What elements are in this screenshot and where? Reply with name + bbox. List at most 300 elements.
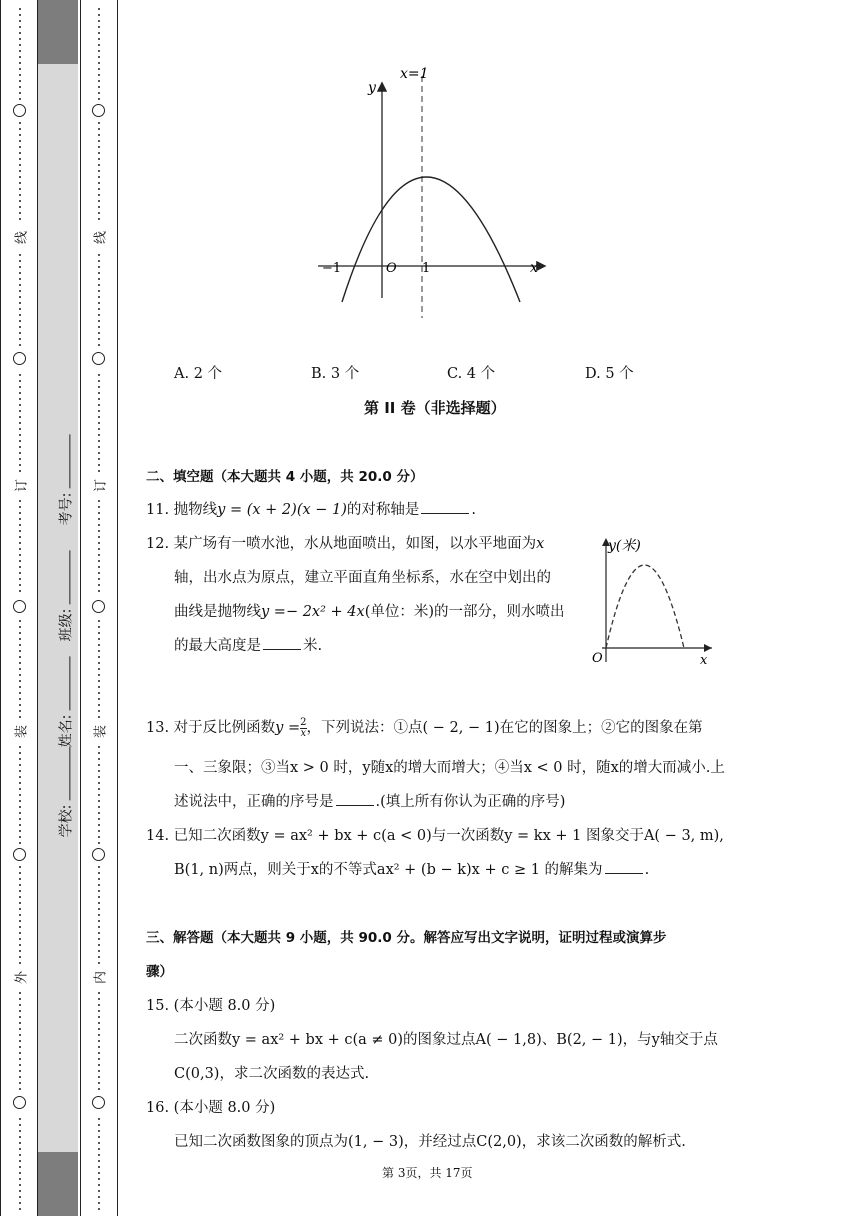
dot	[98, 272, 100, 274]
outer-char-outside: 外	[11, 968, 30, 988]
dot	[19, 410, 21, 412]
dot	[19, 1088, 21, 1090]
dot	[19, 1196, 21, 1198]
inner-dotted-line	[81, 0, 117, 1216]
dot	[98, 458, 100, 460]
dot	[98, 1088, 100, 1090]
dot	[19, 914, 21, 916]
binding-hole-circle	[92, 600, 105, 613]
dot	[98, 152, 100, 154]
question-11: 11. 抛物线y = (x + 2)(x − 1)的对称轴是 .	[146, 502, 477, 518]
dot	[19, 1160, 21, 1162]
dot	[19, 86, 21, 88]
dot	[19, 32, 21, 34]
dot	[19, 818, 21, 820]
dot	[19, 392, 21, 394]
dot	[19, 1178, 21, 1180]
dot	[19, 698, 21, 700]
dot	[19, 254, 21, 256]
dot	[98, 578, 100, 580]
dot	[19, 752, 21, 754]
dot	[98, 1166, 100, 1168]
dot	[98, 452, 100, 454]
dot	[19, 260, 21, 262]
dot	[98, 692, 100, 694]
outer-char-line: 线	[11, 228, 30, 248]
dot	[19, 674, 21, 676]
dot	[98, 620, 100, 622]
dot	[98, 908, 100, 910]
dot	[98, 182, 100, 184]
dot	[98, 698, 100, 700]
dot	[98, 410, 100, 412]
dot	[98, 296, 100, 298]
dot	[19, 836, 21, 838]
dot	[19, 68, 21, 70]
dot	[98, 164, 100, 166]
dot	[19, 332, 21, 334]
dot	[19, 680, 21, 682]
school-field: 学校:	[55, 747, 75, 838]
dot	[98, 758, 100, 760]
dot	[98, 1118, 100, 1120]
dot	[98, 782, 100, 784]
dot	[19, 470, 21, 472]
dot	[19, 710, 21, 712]
parabola-graph	[300, 62, 560, 324]
question-14-line2: B(1, n)两点，则关于x的不等式ax² + (b − k)x + c ≥ 1 的解集为 .	[174, 862, 650, 878]
dot	[19, 62, 21, 64]
dot	[19, 284, 21, 286]
dot	[19, 218, 21, 220]
dot	[19, 1118, 21, 1120]
dot	[98, 1178, 100, 1180]
dot	[98, 668, 100, 670]
dot	[98, 344, 100, 346]
dot	[19, 74, 21, 76]
dot	[19, 512, 21, 514]
dot	[19, 686, 21, 688]
dot	[98, 866, 100, 868]
dot	[98, 716, 100, 718]
dot	[98, 122, 100, 124]
dot	[19, 638, 21, 640]
dot	[19, 878, 21, 880]
dot	[98, 674, 100, 676]
question-16-line1: 已知二次函数图象的顶点为(1, − 3)，并经过点C(2,0)，求该二次函数的解析式.	[174, 1134, 686, 1150]
dot	[19, 296, 21, 298]
dot	[19, 1172, 21, 1174]
dot	[98, 290, 100, 292]
fountain-y-label: y(米)	[608, 538, 641, 554]
dot	[98, 308, 100, 310]
dot	[19, 344, 21, 346]
dot	[98, 626, 100, 628]
dot	[98, 842, 100, 844]
dot	[98, 1154, 100, 1156]
dot	[19, 428, 21, 430]
dot	[98, 794, 100, 796]
fountain-curve	[606, 565, 684, 648]
outer-dotted-line	[2, 0, 38, 1216]
dot	[98, 128, 100, 130]
strip-top-cap	[38, 0, 78, 64]
dot	[19, 122, 21, 124]
dot	[19, 1124, 21, 1126]
dot	[19, 44, 21, 46]
dot	[98, 422, 100, 424]
dot	[98, 560, 100, 562]
dot	[98, 512, 100, 514]
dot	[19, 302, 21, 304]
dot	[98, 1184, 100, 1186]
dot	[19, 932, 21, 934]
dot	[98, 950, 100, 952]
dot	[19, 824, 21, 826]
dot	[19, 788, 21, 790]
dot	[98, 956, 100, 958]
dot	[19, 770, 21, 772]
dot	[98, 896, 100, 898]
dot	[98, 650, 100, 652]
question-13-line1: 13. 对于反比例函数y = $\frac{2}{x}$ ，下列说法：①点( − 2, − 1)在它的图象上；②它的图象在第	[146, 716, 703, 739]
dot	[19, 662, 21, 664]
one-label: 1	[422, 261, 431, 276]
dot	[19, 1058, 21, 1060]
fountain-x-label: x	[700, 653, 708, 668]
dot	[98, 518, 100, 520]
dot	[19, 1040, 21, 1042]
dot	[19, 92, 21, 94]
dot	[98, 566, 100, 568]
dot	[98, 320, 100, 322]
dot	[19, 1016, 21, 1018]
inner-char-pack: 装	[90, 722, 109, 742]
dot	[19, 866, 21, 868]
dot	[98, 1124, 100, 1126]
section2-heading: 二、填空题（本大题共 4 小题，共 20.0 分）	[146, 469, 424, 485]
dot	[19, 746, 21, 748]
dot	[19, 38, 21, 40]
dot	[98, 1142, 100, 1144]
dot	[98, 44, 100, 46]
dot	[19, 314, 21, 316]
dot	[19, 326, 21, 328]
dot	[98, 14, 100, 16]
dot	[98, 26, 100, 28]
dot	[98, 326, 100, 328]
strip-bottom-cap	[38, 1152, 78, 1216]
dot	[19, 374, 21, 376]
dot	[98, 200, 100, 202]
dot	[98, 74, 100, 76]
dot	[98, 146, 100, 148]
dot	[19, 176, 21, 178]
dot	[98, 710, 100, 712]
dot	[19, 1184, 21, 1186]
question-13-line2: 一、三象限；③当x > 0 时，y随x的增大而增大；④当x < 0 时，随x的增大而减小.上	[174, 760, 725, 776]
question-12-line1: 12. 某广场有一喷水池，水从地面喷出，如图，以水平地面为x	[146, 536, 545, 552]
dot	[19, 542, 21, 544]
dot	[19, 524, 21, 526]
dot	[98, 872, 100, 874]
dot	[98, 134, 100, 136]
dot	[98, 656, 100, 658]
dot	[19, 14, 21, 16]
dot	[19, 530, 21, 532]
dot	[98, 1076, 100, 1078]
dot	[19, 1010, 21, 1012]
dot	[98, 80, 100, 82]
dot	[98, 1070, 100, 1072]
dot	[98, 572, 100, 574]
dot	[19, 1064, 21, 1066]
dot	[19, 290, 21, 292]
parabola-curve	[342, 177, 520, 302]
dot	[98, 158, 100, 160]
dot	[19, 992, 21, 994]
dot	[19, 440, 21, 442]
dot	[19, 206, 21, 208]
dot	[98, 638, 100, 640]
dot	[98, 404, 100, 406]
dot	[98, 554, 100, 556]
dot	[98, 902, 100, 904]
dot	[19, 902, 21, 904]
dot	[19, 1130, 21, 1132]
dot	[19, 500, 21, 502]
dot	[98, 302, 100, 304]
binding-hole-circle	[13, 600, 26, 613]
dot	[98, 890, 100, 892]
dot	[98, 926, 100, 928]
dot	[19, 620, 21, 622]
dot	[19, 650, 21, 652]
dot	[19, 128, 21, 130]
dot	[98, 806, 100, 808]
origin-label: O	[386, 261, 397, 276]
dot	[98, 398, 100, 400]
dot	[98, 662, 100, 664]
dot	[19, 656, 21, 658]
dot	[19, 704, 21, 706]
dot	[98, 632, 100, 634]
dot	[98, 836, 100, 838]
question-12-line2: 轴，出水点为原点，建立平面直角坐标系，水在空中划出的	[174, 570, 551, 586]
dot	[19, 194, 21, 196]
part-title: 第 II 卷（非选择题）	[364, 399, 506, 417]
section3-heading-line1: 三、解答题（本大题共 9 小题，共 90.0 分。解答应写出文字说明，证明过程或演算步	[146, 930, 667, 946]
dot	[98, 788, 100, 790]
dot	[19, 806, 21, 808]
dot	[98, 1034, 100, 1036]
dot	[19, 416, 21, 418]
dot	[98, 542, 100, 544]
dot	[98, 38, 100, 40]
dot	[19, 422, 21, 424]
dot	[19, 872, 21, 874]
dot	[98, 680, 100, 682]
question-12-line4: 的最大高度是 米.	[174, 638, 323, 654]
dot	[98, 1202, 100, 1204]
dot	[98, 176, 100, 178]
option-c: C. 4 个	[447, 366, 496, 382]
binding-hole-circle	[13, 104, 26, 117]
symmetry-label: x=1	[400, 66, 429, 82]
dot	[98, 530, 100, 532]
dot	[19, 1022, 21, 1024]
dot	[98, 434, 100, 436]
dot	[98, 812, 100, 814]
dot	[98, 374, 100, 376]
dot	[19, 548, 21, 550]
dot	[19, 1004, 21, 1006]
dot	[98, 536, 100, 538]
dot	[98, 548, 100, 550]
dot	[98, 314, 100, 316]
dot	[98, 776, 100, 778]
dot	[19, 956, 21, 958]
dot	[98, 68, 100, 70]
dot	[19, 800, 21, 802]
dot	[98, 470, 100, 472]
dot	[98, 824, 100, 826]
dot	[19, 20, 21, 22]
dot	[98, 686, 100, 688]
dot	[98, 380, 100, 382]
dot	[19, 536, 21, 538]
dot	[19, 170, 21, 172]
inner-char-line: 线	[90, 228, 109, 248]
dot	[19, 890, 21, 892]
dot	[98, 56, 100, 58]
dot	[98, 1052, 100, 1054]
dot	[19, 1208, 21, 1210]
dot	[98, 884, 100, 886]
fountain-origin: O	[592, 651, 603, 666]
option-d: D. 5 个	[585, 366, 634, 382]
binding-hole-circle	[92, 848, 105, 861]
dot	[19, 200, 21, 202]
outer-char-pack: 装	[11, 722, 30, 742]
binding-hole-circle	[13, 1096, 26, 1109]
question-12-line3: 曲线是抛物线y =− 2x² + 4x(单位：米)的一部分，则水喷出	[174, 604, 565, 620]
dot	[19, 158, 21, 160]
dot	[19, 446, 21, 448]
binding-hole-circle	[92, 1096, 105, 1109]
dot	[19, 56, 21, 58]
option-b: B. 3 个	[311, 366, 360, 382]
dot	[19, 1034, 21, 1036]
dot	[98, 20, 100, 22]
dot	[98, 206, 100, 208]
question-15-line1: 二次函数y = ax² + bx + c(a ≠ 0)的图象过点A( − 1,8)、B(2, − 1)，与y轴交于点	[174, 1032, 718, 1048]
dot	[19, 398, 21, 400]
y-label: y	[368, 80, 376, 96]
dot	[19, 320, 21, 322]
dot	[19, 692, 21, 694]
dot	[98, 62, 100, 64]
dot	[19, 626, 21, 628]
dot	[19, 1202, 21, 1204]
dot	[19, 272, 21, 274]
dot	[19, 884, 21, 886]
dot	[19, 464, 21, 466]
dot	[98, 818, 100, 820]
dot	[98, 194, 100, 196]
dot	[19, 26, 21, 28]
dot	[98, 1064, 100, 1066]
dot	[98, 770, 100, 772]
dot	[98, 1004, 100, 1006]
dot	[19, 182, 21, 184]
dot	[98, 998, 100, 1000]
dot	[19, 188, 21, 190]
dot	[98, 338, 100, 340]
class-field: 班级:	[55, 551, 75, 642]
inner-char-bind: 订	[90, 476, 109, 496]
dot	[98, 920, 100, 922]
dot	[98, 386, 100, 388]
dot	[19, 566, 21, 568]
dot	[98, 1016, 100, 1018]
dot	[98, 704, 100, 706]
dot	[98, 188, 100, 190]
dot	[98, 1058, 100, 1060]
dot	[19, 926, 21, 928]
dot	[98, 278, 100, 280]
dot	[19, 152, 21, 154]
dot	[19, 842, 21, 844]
dot	[98, 500, 100, 502]
dot	[98, 1082, 100, 1084]
dot	[19, 1166, 21, 1168]
dot	[98, 764, 100, 766]
question-13-line3: 述说法中，正确的序号是 .(填上所有你认为正确的序号)	[174, 794, 566, 810]
dot	[19, 308, 21, 310]
dot	[19, 1028, 21, 1030]
dot	[19, 8, 21, 10]
dot	[98, 944, 100, 946]
dot	[98, 416, 100, 418]
dot	[98, 938, 100, 940]
dot	[19, 80, 21, 82]
neg-one-label: −1	[322, 261, 342, 276]
dot	[19, 908, 21, 910]
dot	[98, 506, 100, 508]
option-a: A. 2 个	[174, 366, 223, 382]
dot	[98, 1046, 100, 1048]
dot	[98, 932, 100, 934]
dot	[98, 170, 100, 172]
dot	[98, 332, 100, 334]
dot	[19, 1052, 21, 1054]
dot	[19, 404, 21, 406]
page-footer: 第 3页，共 17页	[382, 1166, 473, 1180]
dot	[19, 1046, 21, 1048]
dot	[19, 134, 21, 136]
dot	[98, 86, 100, 88]
dot	[19, 632, 21, 634]
dot	[98, 446, 100, 448]
dot	[98, 428, 100, 430]
dot	[19, 794, 21, 796]
dot	[98, 1172, 100, 1174]
dot	[98, 392, 100, 394]
dot	[98, 212, 100, 214]
dot	[19, 830, 21, 832]
dot	[19, 578, 21, 580]
